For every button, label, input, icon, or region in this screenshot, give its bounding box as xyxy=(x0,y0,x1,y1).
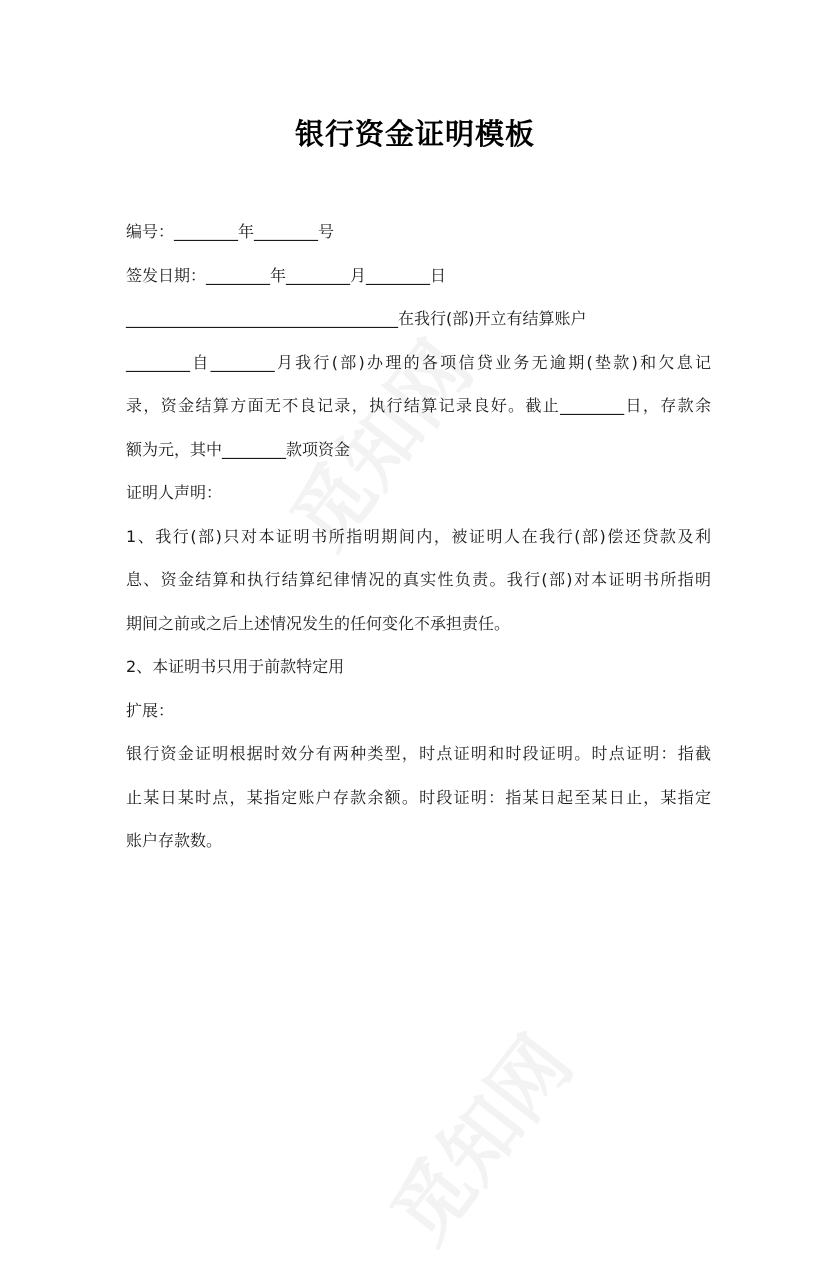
document-title: 银行资金证明模板 xyxy=(294,117,535,151)
section-heading: 证明人声明： xyxy=(126,483,223,502)
statement-item-1-line: 1、我行(部)只对本证明书所指明期间内，被证明人在我行(部)偿还贷款及利 xyxy=(126,527,711,546)
body-paragraph-line: ________自________月我行(部)办理的各项信贷业务无逾期(垫款)和欠息记 xyxy=(126,353,711,372)
statement-item-2-line: 2、本证明书只用于前款特定用 xyxy=(126,657,345,676)
extension-paragraph-line: 止某日某时点，某指定账户存款余额。时段证明：指某日起至某日止，某指定 xyxy=(126,788,711,807)
extension-paragraph-line: 账户存款数。 xyxy=(126,831,223,850)
statement-item-1-line: 期间之前或之后上述情况发生的任何变化不承担责任。 xyxy=(126,614,511,633)
extension-paragraph-line: 银行资金证明根据时效分有两种类型，时点证明和时段证明。时点证明：指截 xyxy=(126,744,711,763)
watermark xyxy=(361,1009,593,1262)
issue-date-line: 签发日期：________年________月________日 xyxy=(126,266,447,285)
serial-number-line: 编号：________年________号 xyxy=(126,222,335,241)
body-paragraph-line: __________________________________在我行(部)开立有结算账户 xyxy=(126,309,587,328)
body-paragraph-line: 录，资金结算方面无不良记录，执行结算记录良好。截止________日，存款余 xyxy=(126,396,711,415)
section-heading: 扩展： xyxy=(126,701,175,720)
statement-item-1-line: 息、资金结算和执行结算纪律情况的真实性负责。我行(部)对本证明书所指明 xyxy=(126,570,711,589)
body-paragraph-line: 额为元，其中________款项资金 xyxy=(126,440,351,459)
